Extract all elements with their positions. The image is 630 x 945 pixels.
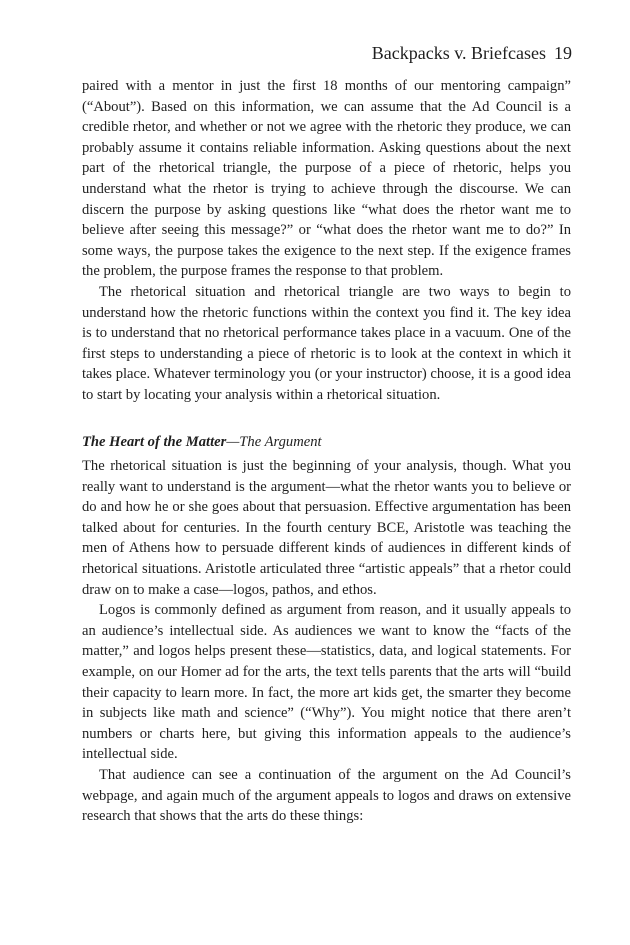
paragraph: Logos is commonly defined as argument from reason, and it usually appeals to an audience’s intellectual side. As audiences we want to know the “facts of the matter,” and logos helps present these—statistics, data, and logical statements. For example, on our Homer ad for the arts, the text tells parents that the arts will “build their capacity to learn more. In fact, the more art kids get, the smarter they become in subjects like math and science” (“Why”). You might notice that there aren’t numbers or charts here, but giving this information appeals to the audience’s intellectual side. <box>82 602 571 763</box>
paragraph: The rhetorical situation is just the beginning of your analysis, though. What you really want to understand is the argument—what the rhetor wants you to believe or do and how he or she goes about that persuasion. Effective argumentation has been talked about for centuries. In the fourth century BCE, Aristotle was teaching the men of Athens how to persuade different kinds of audiences in different kinds of rhetorical situations. Aristotle articulated three “artistic appeals” that a rhetor could draw on to make a case—logos, pathos, and ethos. <box>82 458 571 598</box>
section-heading-main: The Heart of the Matter <box>82 433 227 450</box>
section-heading-sub: —The Argument <box>226 433 322 450</box>
paragraph: paired with a mentor in just the first 18 months of our mentoring campaign” (“About”). Based on this information, we can assume that the Ad Council is a credible rhetor, and whether or not we agree with the rhetoric they produce, we can probably assume it contains reliable information. Asking questions about the next part of the rhetorical triangle, the purpose of a piece of rhetoric, helps you understand what the rhetor is trying to achieve through the discourse. We can discern the purpose by asking questions like “what does the rhetor want me to believe after seeing this message?” or “what does the rhetor want me to do?” In some ways, the purpose takes the exigence to the next step. If the exigence frames the problem, the purpose frames the response to that problem. <box>82 78 571 280</box>
running-title: Backpacks v. Briefcases <box>371 43 546 63</box>
section-heading <box>82 432 571 453</box>
paragraph: That audience can see a continuation of the argument on the Ad Council’s webpage, and again much of the argument appeals to logos and draws on extensive research that shows that the arts do these things: <box>82 767 571 825</box>
page-number: 19 <box>554 43 572 63</box>
paragraph: The rhetorical situation and rhetorical triangle are two ways to begin to understand how the rhetoric functions within the context you find it. The key idea is to understand that no rhetorical performance takes place in a vacuum. One of the first steps to understanding a piece of rhetoric is to look at the context in which it takes place. Whatever terminology you (or your instructor) choose, it is a good idea to start by locating your analysis within a rhetorical situation. <box>82 283 571 403</box>
running-head <box>372 42 572 64</box>
body-text <box>82 76 571 827</box>
